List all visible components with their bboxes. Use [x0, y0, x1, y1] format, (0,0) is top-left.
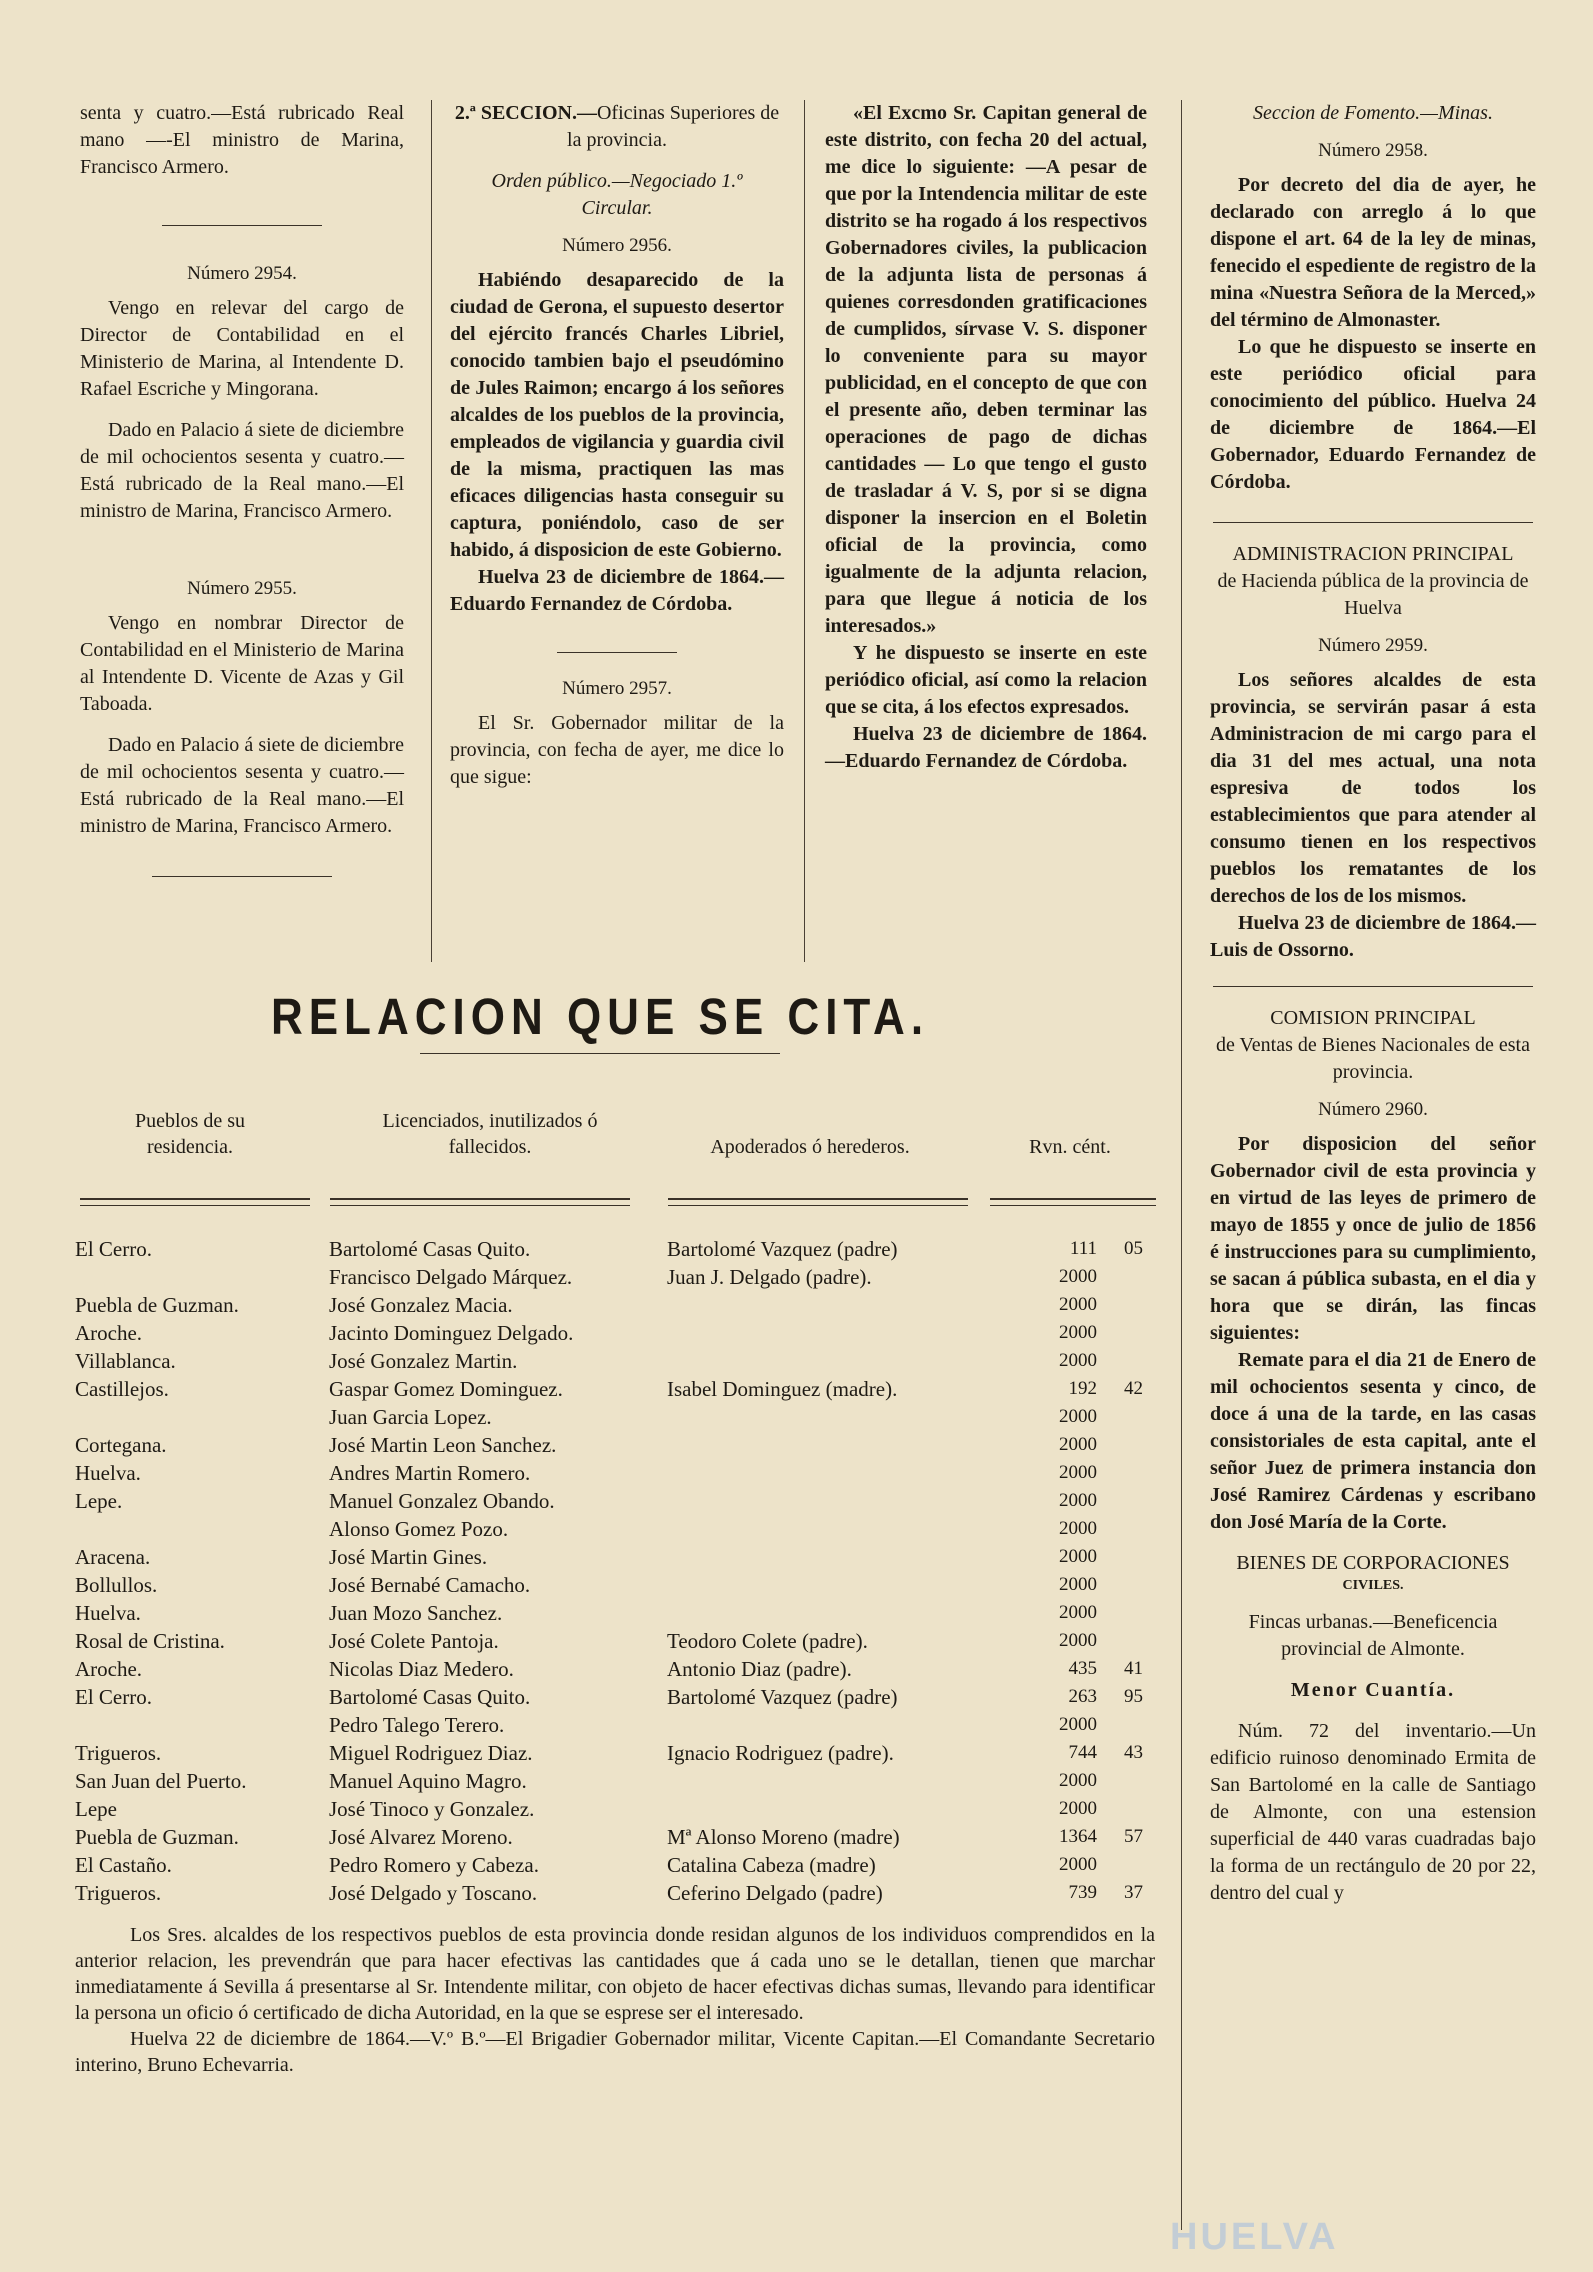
- cell-rvn: 2000: [1059, 1518, 1097, 1539]
- number-2958: Número 2958.: [1318, 140, 1428, 161]
- cell-licenciado: Jacinto Dominguez Delgado.: [329, 1321, 574, 1345]
- insertion-notice: Y he dispuesto se inserte en este periódico oficial, así como la relacion que se cita, á los efectos expresados.: [825, 642, 1147, 718]
- cell-cent: [1097, 1487, 1143, 1515]
- column-rule-2: [804, 100, 805, 962]
- cell-pueblo: Lepe.: [75, 1489, 123, 1513]
- cell-licenciado: Gaspar Gomez Dominguez.: [329, 1377, 563, 1401]
- cell-cent: 37: [1124, 1882, 1143, 1903]
- cell-cent: 57: [1124, 1826, 1143, 1847]
- cell-rvn: 2000: [1059, 1770, 1097, 1791]
- header-rvn: Rvn. cént.: [1029, 1136, 1111, 1158]
- decree-2954: Vengo en relevar del cargo de Director de Contabilidad en el Ministerio de Marina, al Intendente D. Rafael Escriche y Mingorana.: [80, 297, 404, 400]
- cell-pueblo: Rosal de Cristina.: [75, 1629, 225, 1653]
- cell-rvn: 263: [1068, 1686, 1097, 1707]
- cell-rvn: 2000: [1059, 1406, 1097, 1427]
- cell-rvn: 2000: [1059, 1462, 1097, 1483]
- table-row: [75, 1403, 1143, 1431]
- cell-pueblo: [75, 1515, 329, 1543]
- cell-pueblo: El Cerro.: [75, 1685, 152, 1709]
- header-apoderados: Apoderados ó herederos.: [710, 1136, 910, 1158]
- cell-apoderado: Antonio Diaz (padre).: [667, 1657, 852, 1681]
- cell-licenciado: José Delgado y Toscano.: [329, 1881, 538, 1905]
- cell-licenciado: Andres Martin Romero.: [329, 1461, 531, 1485]
- cell-apoderado: Catalina Cabeza (madre): [667, 1853, 876, 1877]
- table-row: [75, 1851, 1143, 1879]
- cell-pueblo: Cortegana.: [75, 1433, 167, 1457]
- table-row: [75, 1375, 1143, 1403]
- notice-2959: Los señores alcaldes de esta provincia, se servirán pasar á esta Administracion de mi cargo para el dia 31 del mes actual, una nota espresiva de todos los establecimientos que para atender al consumo tienen en los respectivos pueblos los rematantes de los derechos de los de los mismos.: [1210, 669, 1536, 907]
- table-row: [75, 1823, 1143, 1851]
- relacion-title: RELACION QUE SE CITA.: [270, 989, 930, 1046]
- cell-apoderado: [667, 1487, 1025, 1515]
- cell-apoderado: Isabel Dominguez (madre).: [667, 1377, 898, 1401]
- cell-licenciado: José Martin Gines.: [329, 1545, 488, 1569]
- cell-apoderado: [667, 1431, 1025, 1459]
- cell-apoderado: [667, 1347, 1025, 1375]
- cell-licenciado: José Alvarez Moreno.: [329, 1825, 513, 1849]
- bienes-subtitle: CIVILES.: [1342, 1578, 1404, 1593]
- decree-2955-date: Dado en Palacio á siete de diciembre de mil ochocientos sesenta y cuatro.—Está rubricado de la Real mano.—El ministro de Marina, Francisco Armero.: [80, 734, 404, 837]
- number-2954: Número 2954.: [187, 263, 297, 284]
- table-row: [75, 1711, 1143, 1739]
- cell-licenciado: Pedro Romero y Cabeza.: [329, 1853, 539, 1877]
- cell-apoderado: [667, 1711, 1025, 1739]
- cell-cent: [1097, 1795, 1143, 1823]
- divider: [152, 876, 332, 877]
- auction-notice: Por disposicion del señor Gobernador civil de esta provincia y en virtud de las leyes de primero de mayo de 1855 y once de julio de 1856 é instrucciones para su cumplimiento, se sacan á pública subasta, en el dia y hora que se dirán, las fincas siguientes:: [1210, 1133, 1536, 1344]
- cell-rvn: 111: [1069, 1238, 1097, 1259]
- table-row: [75, 1655, 1143, 1683]
- cell-rvn: 2000: [1059, 1350, 1097, 1371]
- cell-rvn: 744: [1068, 1742, 1097, 1763]
- cell-cent: [1097, 1291, 1143, 1319]
- table-row: [75, 1347, 1143, 1375]
- cell-rvn: 2000: [1059, 1602, 1097, 1623]
- table-row: [75, 1795, 1143, 1823]
- header-rule-pueblos: [80, 1198, 310, 1206]
- cell-licenciado: José Tinoco y Gonzalez.: [329, 1797, 535, 1821]
- table-row: [75, 1767, 1143, 1795]
- notice-2957: El Sr. Gobernador militar de la provincia, con fecha de ayer, me dice lo que sigue:: [450, 712, 784, 788]
- cell-pueblo: Aracena.: [75, 1545, 151, 1569]
- cell-apoderado: [667, 1571, 1025, 1599]
- cell-pueblo: Trigueros.: [75, 1741, 162, 1765]
- bienes-title: BIENES DE CORPORACIONES: [1236, 1552, 1510, 1574]
- cell-apoderado: [667, 1319, 1025, 1347]
- number-2960: Número 2960.: [1318, 1099, 1428, 1120]
- column-1: [80, 100, 404, 877]
- cell-cent: [1097, 1627, 1143, 1655]
- footer-signature: Huelva 22 de diciembre de 1864.—V.º B.º—El Brigadier Gobernador militar, Vicente Capitan.—El Comandante Secretario interino, Bruno Echevarria.: [75, 2028, 1155, 2076]
- section-subheading: Orden público.—Negociado 1.º Circular.: [491, 170, 743, 219]
- cell-rvn: 739: [1068, 1882, 1097, 1903]
- cell-rvn: 192: [1068, 1378, 1097, 1399]
- cell-cent: [1097, 1319, 1143, 1347]
- cell-pueblo: Huelva.: [75, 1461, 141, 1485]
- decree-2955: Vengo en nombrar Director de Contabilidad en el Ministerio de Marina al Intendente D. Vicente de Azas y Gil Taboada.: [80, 612, 404, 715]
- cell-cent: 05: [1124, 1238, 1143, 1259]
- table-row: [75, 1263, 1143, 1291]
- table-row: [75, 1571, 1143, 1599]
- column-rule-1: [431, 100, 432, 962]
- cell-apoderado: Ignacio Rodriguez (padre).: [667, 1741, 894, 1765]
- cell-apoderado: Teodoro Colete (padre).: [667, 1629, 868, 1653]
- column-3: [825, 100, 1147, 775]
- cell-apoderado: [667, 1599, 1025, 1627]
- cell-rvn: 2000: [1059, 1546, 1097, 1567]
- cell-apoderado: Bartolomé Vazquez (padre): [667, 1685, 898, 1709]
- cell-rvn: 435: [1068, 1658, 1097, 1679]
- cell-cent: [1097, 1403, 1143, 1431]
- section-heading: 2.ª SECCION.—Oficinas Superiores de la provincia.: [454, 102, 780, 151]
- cell-rvn: 2000: [1059, 1798, 1097, 1819]
- cell-apoderado: Bartolomé Vazquez (padre): [667, 1237, 898, 1261]
- cell-pueblo: Aroche.: [75, 1657, 143, 1681]
- table-row: [75, 1627, 1143, 1655]
- header-rule-apoderados: [668, 1198, 968, 1206]
- table-row: [75, 1459, 1143, 1487]
- cell-rvn: 2000: [1059, 1854, 1097, 1875]
- cell-pueblo: Bollullos.: [75, 1573, 158, 1597]
- cell-cent: [1097, 1767, 1143, 1795]
- cell-pueblo: [75, 1403, 329, 1431]
- cell-rvn: 2000: [1059, 1294, 1097, 1315]
- cell-licenciado: José Colete Pantoja.: [329, 1629, 499, 1653]
- cell-cent: 43: [1124, 1742, 1143, 1763]
- circular-2956: Habiéndo desaparecido de la ciudad de Gerona, el supuesto desertor del ejército francés Charles Libriel, conocido tambien bajo el pseudómino de Jules Raimon; encargo á los señores alcaldes de los pueblos de la provincia, empleados de vigilancia y guardia civil de la misma, practiquen las mas eficaces diligencias hasta conseguir su captura, poniéndolo, caso de ser habido, á disposicion de este Gobierno.: [450, 269, 784, 561]
- decree-2954-date: Dado en Palacio á siete de diciembre de mil ochocientos sesenta y cuatro.—Está rubricado de la Real mano.—El ministro de Marina, Francisco Armero.: [80, 419, 404, 522]
- cell-licenciado: Miguel Rodriguez Diaz.: [329, 1741, 533, 1765]
- header-licenciados: Licenciados, inutilizados ó fallecidos.: [382, 1110, 598, 1158]
- cell-cent: [1097, 1711, 1143, 1739]
- cell-rvn: 2000: [1059, 1630, 1097, 1651]
- cell-apoderado: Mª Alonso Moreno (madre): [667, 1825, 900, 1849]
- number-2955: Número 2955.: [187, 578, 297, 599]
- cell-pueblo: Castillejos.: [75, 1377, 169, 1401]
- cell-licenciado: José Martin Leon Sanchez.: [329, 1433, 557, 1457]
- cell-licenciado: Juan Mozo Sanchez.: [329, 1601, 503, 1625]
- cell-apoderado: [667, 1403, 1025, 1431]
- table-row: [75, 1431, 1143, 1459]
- table-row: [75, 1487, 1143, 1515]
- watermark-logo: HUELVA: [1170, 2216, 1339, 2258]
- cell-cent: 95: [1124, 1686, 1143, 1707]
- comision-title: COMISION PRINCIPAL: [1270, 1007, 1476, 1029]
- admin-title: ADMINISTRACION PRINCIPAL: [1232, 543, 1514, 565]
- cell-cent: [1097, 1599, 1143, 1627]
- column-2: [450, 100, 784, 791]
- circular-2956-signature: Huelva 23 de diciembre de 1864.—Eduardo Fernandez de Córdoba.: [450, 566, 784, 615]
- divider: [557, 652, 677, 653]
- cell-pueblo: El Cerro.: [75, 1237, 152, 1261]
- table-row: [75, 1515, 1143, 1543]
- column-rule-3: [1181, 100, 1182, 2230]
- cell-apoderado: [667, 1767, 1025, 1795]
- cell-pueblo: Puebla de Guzman.: [75, 1293, 239, 1317]
- cell-apoderado: [667, 1543, 1025, 1571]
- cell-rvn: 2000: [1059, 1574, 1097, 1595]
- cell-licenciado: Alonso Gomez Pozo.: [329, 1517, 509, 1541]
- table-row: [75, 1599, 1143, 1627]
- relacion-footer: [75, 1922, 1155, 2078]
- table-row: [75, 1683, 1143, 1711]
- cell-cent: [1097, 1851, 1143, 1879]
- cell-cent: [1097, 1347, 1143, 1375]
- cell-cent: 41: [1124, 1658, 1143, 1679]
- cell-licenciado: Bartolomé Casas Quito.: [329, 1685, 531, 1709]
- cell-pueblo: El Castaño.: [75, 1853, 172, 1877]
- cell-licenciado: José Bernabé Camacho.: [329, 1573, 531, 1597]
- cell-cent: [1097, 1571, 1143, 1599]
- cell-cent: [1097, 1515, 1143, 1543]
- cell-rvn: 2000: [1059, 1266, 1097, 1287]
- table-row: [75, 1235, 1143, 1263]
- cell-pueblo: Aroche.: [75, 1321, 143, 1345]
- header-pueblos: Pueblos de su residencia.: [135, 1110, 245, 1158]
- cell-rvn: 1364: [1059, 1826, 1097, 1847]
- divider: [162, 225, 322, 226]
- cell-pueblo: Puebla de Guzman.: [75, 1825, 239, 1849]
- cell-licenciado: Juan Garcia Lopez.: [329, 1405, 492, 1429]
- divider: [1213, 522, 1533, 523]
- number-2957: Número 2957.: [562, 678, 672, 699]
- cell-rvn: 2000: [1059, 1490, 1097, 1511]
- cell-licenciado: José Gonzalez Martin.: [329, 1349, 518, 1373]
- cell-licenciado: Pedro Talego Terero.: [329, 1713, 505, 1737]
- cell-rvn: 2000: [1059, 1714, 1097, 1735]
- insertion-signature: Huelva 23 de diciembre de 1864.—Eduardo Fernandez de Córdoba.: [825, 723, 1147, 772]
- column-4: [1210, 100, 1536, 1907]
- cell-licenciado: Manuel Gonzalez Obando.: [329, 1489, 555, 1513]
- quoted-letter: «El Excmo Sr. Capitan general de este distrito, con fecha 20 del actual, me dice lo siguiente: —A pesar de que por la Intendencia militar de este distrito se ha rogado á los respectivos Gobernadores civiles, la publicacion de la adjunta lista de personas á quienes corresdonden gratificaciones de cumplidos, sírvase V. S. disponer lo conveniente para su mayor publicidad, en el concepto de que con el presente año, deben terminar las operaciones de pago de dichas cantidades — Lo que tengo el gusto de trasladar á V. S, por si se digna disponer la insercion en el Boletin oficial de la provincia, como igualmente de la adjunta relacion, para que llegue á noticia de los interesados.»: [825, 102, 1147, 637]
- cell-licenciado: Bartolomé Casas Quito.: [329, 1237, 531, 1261]
- table-row: [75, 1291, 1143, 1319]
- table-row: [75, 1319, 1143, 1347]
- notice-2959-signature: Huelva 23 de diciembre de 1864.—Luis de Ossorno.: [1210, 912, 1536, 961]
- admin-subtitle: de Hacienda pública de la provincia de Huelva: [1217, 570, 1529, 619]
- decree-2958: Por decreto del dia de ayer, he declarado con arreglo á lo que dispone el art. 64 de la ley de minas, fenecido el espediente de registro de la mina «Nuestra Señora de la Merced,» del término de Almonaster.: [1210, 174, 1536, 331]
- cell-cent: [1097, 1459, 1143, 1487]
- cell-pueblo: [75, 1263, 329, 1291]
- table-row: [75, 1543, 1143, 1571]
- cell-apoderado: [667, 1459, 1025, 1487]
- cell-apoderado: Juan J. Delgado (padre).: [667, 1265, 872, 1289]
- cell-cent: [1097, 1431, 1143, 1459]
- fincas-heading: Fincas urbanas.—Beneficencia provincial de Almonte.: [1248, 1611, 1498, 1660]
- table-row: [75, 1739, 1143, 1767]
- menor-cuantia: Menor Cuantía.: [1290, 1679, 1456, 1701]
- cell-licenciado: José Gonzalez Macia.: [329, 1293, 513, 1317]
- title-underline: [420, 1053, 780, 1054]
- cell-cent: 42: [1124, 1378, 1143, 1399]
- paragraph-top: senta y cuatro.—Está rubricado Real mano —-El ministro de Marina, Francisco Armero.: [80, 102, 404, 178]
- number-2959: Número 2959.: [1318, 635, 1428, 656]
- relacion-table: [75, 1235, 1143, 1907]
- header-rule-licenciados: [330, 1198, 630, 1206]
- cell-cent: [1097, 1263, 1143, 1291]
- inventory-72: Núm. 72 del inventario.—Un edificio ruinoso denominado Ermita de San Bartolomé en la calle de Santiago de Almonte, con una estension superficial de 440 varas cuadradas bajo la forma de un rectángulo de 20 por 22, dentro del cual y: [1210, 1720, 1536, 1904]
- number-2956: Número 2956.: [562, 235, 672, 256]
- cell-rvn: 2000: [1059, 1434, 1097, 1455]
- divider: [1213, 986, 1533, 987]
- cell-pueblo: Lepe: [75, 1797, 117, 1821]
- cell-pueblo: Trigueros.: [75, 1881, 162, 1905]
- cell-apoderado: [667, 1795, 1025, 1823]
- cell-apoderado: [667, 1291, 1025, 1319]
- cell-licenciado: Nicolas Diaz Medero.: [329, 1657, 514, 1681]
- cell-pueblo: [75, 1711, 329, 1739]
- cell-licenciado: Manuel Aquino Magro.: [329, 1769, 527, 1793]
- decree-2958-signature: Lo que he dispuesto se inserte en este periódico oficial para conocimiento del público. Huelva 24 de diciembre de 1864.—El Gobernador, Eduardo Fernandez de Córdoba.: [1210, 336, 1536, 493]
- auction-date: Remate para el dia 21 de Enero de mil ochocientos sesenta y cinco, de doce á una de la tarde, en las casas consistoriales de esta capital, ante el señor Juez de primera instancia don José Ramirez Cárdenas y escribano don José María de la Corte.: [1210, 1349, 1536, 1533]
- cell-pueblo: San Juan del Puerto.: [75, 1769, 247, 1793]
- cell-pueblo: Villablanca.: [75, 1349, 176, 1373]
- cell-apoderado: Ceferino Delgado (padre): [667, 1881, 883, 1905]
- section-fomento: Seccion de Fomento.—Minas.: [1253, 102, 1493, 124]
- header-rule-rvn: [990, 1198, 1156, 1206]
- footer-instructions: Los Sres. alcaldes de los respectivos pueblos de esta provincia donde residan algunos de los individuos comprendidos en la anterior relacion, les prevendrán que para hacer efectivas las cantidades que á cada uno se le detallan, tienen que marchar inmediatamente á Sevilla á presentarse al Sr. Intendente militar, con objeto de hacer efectivas dichas sumas, llevando para identificar la persona un oficio ó certificado de dicha Autoridad, en la que se esprese ser el interesado.: [75, 1924, 1155, 2024]
- cell-licenciado: Francisco Delgado Márquez.: [329, 1265, 573, 1289]
- cell-rvn: 2000: [1059, 1322, 1097, 1343]
- cell-apoderado: [667, 1515, 1025, 1543]
- cell-cent: [1097, 1543, 1143, 1571]
- cell-pueblo: Huelva.: [75, 1601, 141, 1625]
- table-row: [75, 1879, 1143, 1907]
- comision-subtitle: de Ventas de Bienes Nacionales de esta provincia.: [1216, 1034, 1530, 1083]
